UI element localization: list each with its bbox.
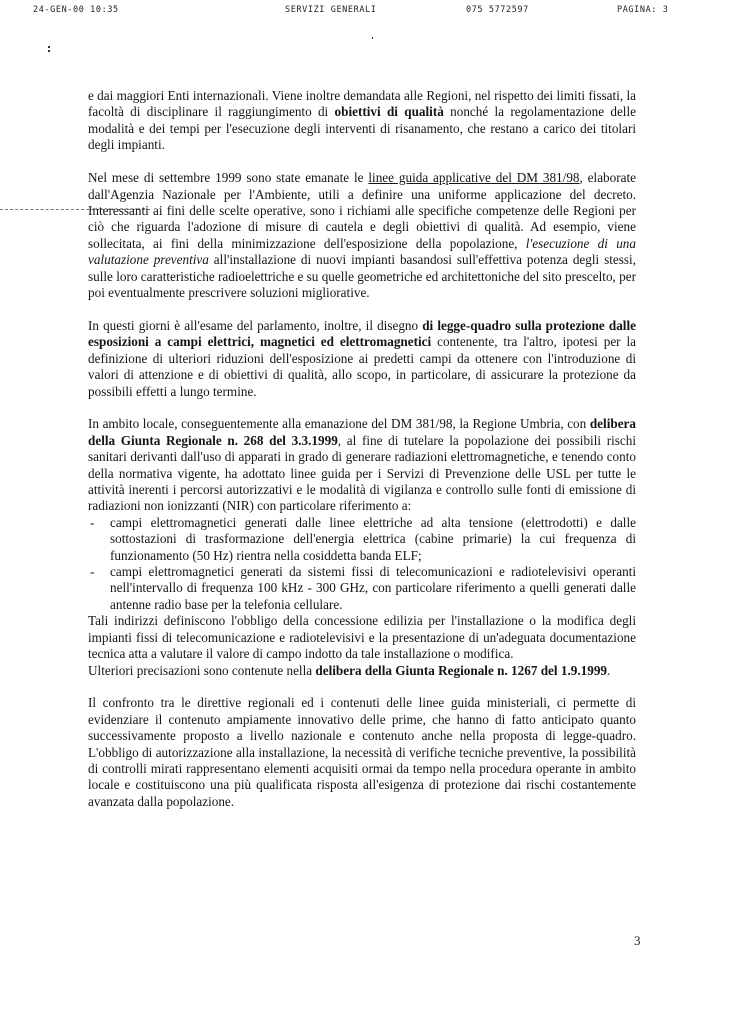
paragraph-1: e dai maggiori Enti internazionali. Viene inoltre demandata alle Regioni, nel rispetto dei limiti fissati, la facoltà di disciplinare il raggiungimento di obiettivi di qualità nonché la regolamentazione delle modalità e dei tempi per l'esecuzione degli interventi di risanamento, che restano a carico dei titolari degli impianti. bbox=[88, 88, 636, 153]
fax-sender: SERVIZI GENERALI bbox=[285, 5, 377, 15]
paragraph-6: Ulteriori precisazioni sono contenute nella delibera della Giunta Regionale n. 1267 del 1.9.1999. bbox=[88, 662, 611, 678]
reference-list bbox=[88, 515, 636, 613]
scan-speck bbox=[372, 37, 373, 39]
list-item: - campi elettromagnetici generati da sistemi fissi di telecomunicazioni e radiotelevisivi operanti nell'intervallo di frequenza 100 kHz - 300 GHz, con particolare riferimento a quelli generati dalle antenne radio base per la telefonia cellulare. bbox=[90, 564, 636, 612]
list-item: - campi elettromagnetici generati dalle linee elettriche ad alta tensione (elettrodotti) e dalle sottostazioni di trasformazione dell'energia elettrica (cabine primarie) la cui frequenza di funzionamento (50 Hz) rientra nella cosiddetta banda ELF; bbox=[90, 514, 636, 563]
paragraph-3: In questi giorni è all'esame del parlamento, inoltre, il disegno di legge-quadro sulla protezione dalle esposizioni a campi elettrici, magnetici ed elettromagnetici contenente, tra l'altro, ipotesi per la definizione di ulteriori riduzioni dell'esposizione ai predetti campi da ottenere con l'introduzione di valori di attenzione e di obiettivi di qualità, allo scopo, in particolare, di assicurare la protezione da possibili effetti a lungo termine. bbox=[88, 317, 636, 399]
bold-term: obiettivi di qualità bbox=[334, 104, 444, 120]
list-marker: - bbox=[90, 514, 95, 530]
bold-term: delibera della Giunta Regionale n. 268 del 3.3.1999 bbox=[88, 416, 636, 448]
list-marker: - bbox=[90, 564, 95, 580]
scan-speck bbox=[48, 50, 50, 52]
paragraph-7: Il confronto tra le direttive regionali ed i contenuti delle linee guida ministeriali, ci permette di evidenziare il contenuto ampiamente innovativo delle prime, che hanno di fatto anticipato quanto successivamente proposto a livello nazionale e contenuto anche nella proposta di legge-quadro. L'obbligo di autorizzazione alla installazione, la necessità di verifiche tecniche preventive, la possibilità di controlli mirati rappresentano elementi acquisiti ormai da tempo nella procedura operante in ambito locale e costituiscono una più qualificata risposta all'esigenza di protezione dai rischi costantemente avanzata dalla popolazione. bbox=[88, 695, 636, 809]
underlined-reference: linee guida applicative del DM 381/98 bbox=[368, 170, 580, 186]
paragraph-4: In ambito locale, conseguentemente alla emanazione del DM 381/98, la Regione Umbria, con delibera della Giunta Regionale n. 268 del 3.3.1999, al fine di tutelare la popolazione dei possibili rischi sanitari derivanti dall'uso di apparati in grado di generare radiazioni elettromagnetiche, e tenendo conto della normativa vigente, ha adottato linee guida per i Servizi di Prevenzione delle USL per tutte le attività inerenti i percorsi autorizzativi e le modalità di vigilanza e controllo sulle fonti di emissione di radiazioni non ionizzanti (NIR) con particolare riferimento a: bbox=[88, 416, 636, 514]
fax-page-label: PAGINA: 3 bbox=[617, 5, 669, 15]
document-body bbox=[88, 88, 636, 827]
fax-phone: 075 5772597 bbox=[466, 5, 529, 15]
page-number: 3 bbox=[634, 933, 641, 948]
paragraph-2: Nel mese di settembre 1999 sono state emanate le linee guida applicative del DM 381/98, elaborate dall'Agenzia Nazionale per l'Ambiente, utili a definire una uniforme applicazione del decreto. Interessanti ai fini delle scelte operative, sono i richiami alle specifiche competenze delle Regioni per ciò che riguarda l'adozione di misure di cautela e degli obiettivi di qualità. Ad esempio, viene sollecitata, ai fini della minimizzazione dell'esposizione della popolazione, l'esecuzione di una valutazione preventiva all'installazione di nuovi impianti basandosi sull'effettiva potenza degli stessi, sulle loro caratteristiche radioelettriche e su quelle geometriche ed architettoniche del sito prescelto, per poi eventualmente prescrivere soluzioni migliorative. bbox=[88, 170, 637, 300]
italic-phrase: l'esecuzione di una valutazione preventiva bbox=[88, 235, 636, 268]
fax-header bbox=[0, 5, 750, 19]
bold-term: di legge-quadro sulla protezione dalle esposizioni a campi elettrici, magnetici ed elettromagnetici bbox=[88, 317, 636, 350]
scan-speck bbox=[48, 46, 50, 48]
paragraph-5: Tali indirizzi definiscono l'obbligo della concessione edilizia per l'installazione o la modifica degli impianti fissi di telecomunicazione e radiotelevisivi e la presentazione di un'adeguata documentazione tecnica atta a valutare il valore di campo indotto da tale installazione o modifica. bbox=[88, 613, 636, 662]
bold-term: delibera della Giunta Regionale n. 1267 del 1.9.1999 bbox=[315, 662, 608, 678]
fax-date-time: 24-GEN-00 10:35 bbox=[33, 5, 119, 15]
